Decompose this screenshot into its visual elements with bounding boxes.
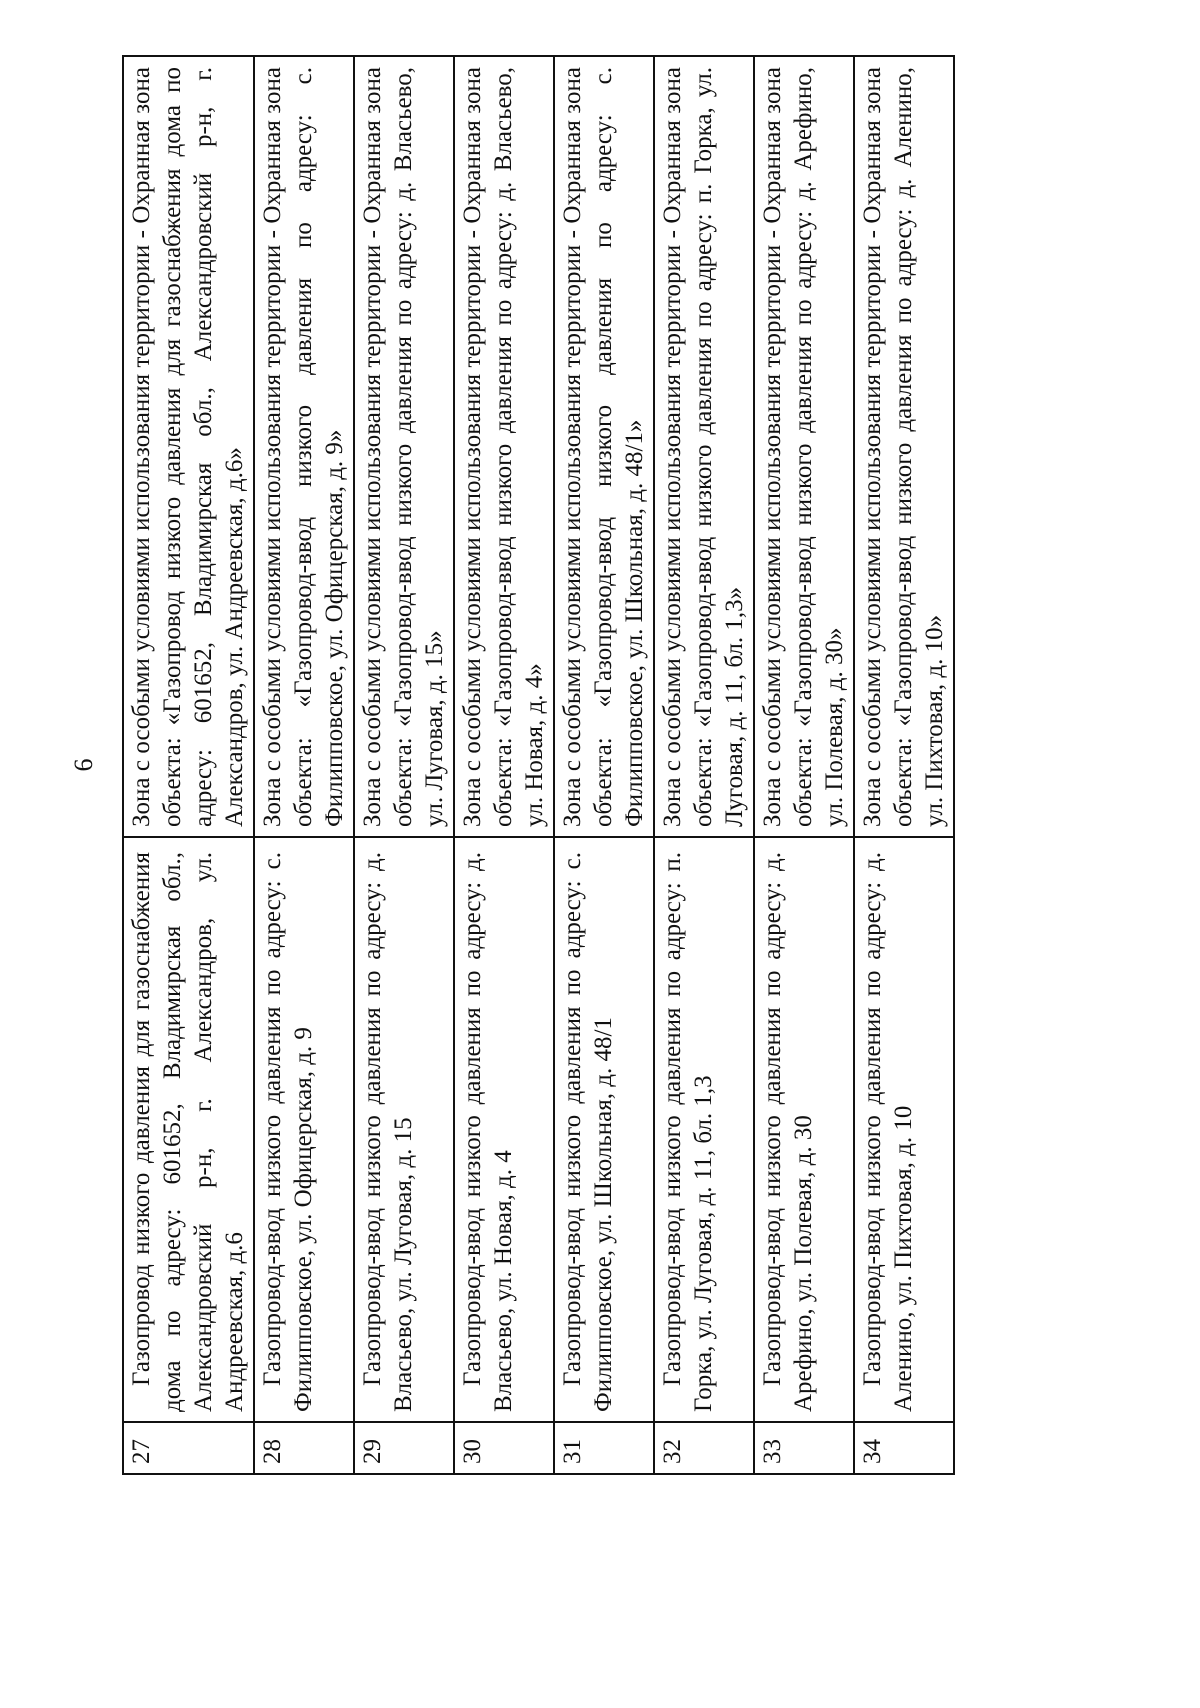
- row-number: 33: [754, 1422, 854, 1474]
- row-number: 29: [354, 1422, 454, 1474]
- object-name: Газопровод-ввод низкого давления по адресу: д. Арефино, ул. Полевая, д. 30: [754, 837, 854, 1422]
- object-name: Газопровод-ввод низкого давления по адресу: с. Филипповское, ул. Офицерская, д. 9: [254, 837, 354, 1422]
- table-row: [854, 56, 954, 1474]
- table-row: [123, 56, 254, 1474]
- rotated-page: [65, 55, 1065, 1475]
- table-row: [254, 56, 354, 1474]
- zone-description: Зона с особыми условиями использования территории - Охранная зона объекта: «Газопровод-ввод низкого давления по адресу: с. Филипповское, ул. Школьная, д. 48/1»: [554, 56, 654, 837]
- row-number: 28: [254, 1422, 354, 1474]
- row-number: 27: [123, 1422, 254, 1474]
- row-number: 32: [654, 1422, 754, 1474]
- object-name: Газопровод-ввод низкого давления по адресу: д. Власьево, ул. Новая, д. 4: [454, 837, 554, 1422]
- page-number: 6: [69, 758, 98, 772]
- object-name: Газопровод-ввод низкого давления по адресу: д. Власьево, ул. Луговая, д. 15: [354, 837, 454, 1422]
- zone-description: Зона с особыми условиями использования территории - Охранная зона объекта: «Газопровод-ввод низкого давления по адресу: д. Власьево, ул. Новая, д. 4»: [454, 56, 554, 837]
- object-name: Газопровод-ввод низкого давления по адресу: с. Филипповское, ул. Школьная, д. 48/1: [554, 837, 654, 1422]
- row-number: 30: [454, 1422, 554, 1474]
- zone-description: Зона с особыми условиями использования территории - Охранная зона объекта: «Газопровод-ввод низкого давления по адресу: д. Аленино, ул. Пихтовая, д. 10»: [854, 56, 954, 837]
- table-row: [654, 56, 754, 1474]
- zone-description: Зона с особыми условиями использования территории - Охранная зона объекта: «Газопровод-ввод низкого давления по адресу: д. Арефино, ул. Полевая, д. 30»: [754, 56, 854, 837]
- object-name: Газопровод-ввод низкого давления по адресу: д. Аленино, ул. Пихтовая, д. 10: [854, 837, 954, 1422]
- zone-description: Зона с особыми условиями использования территории - Охранная зона объекта: «Газопровод-ввод низкого давления по адресу: п. Горка, ул. Луговая, д. 11, бл. 1,3»: [654, 56, 754, 837]
- table-row: [554, 56, 654, 1474]
- zone-description: Зона с особыми условиями использования территории - Охранная зона объекта: «Газопровод-ввод низкого давления по адресу: д. Власьево, ул. Луговая, д. 15»: [354, 56, 454, 837]
- table-row: [454, 56, 554, 1474]
- zone-description: Зона с особыми условиями использования территории - Охранная зона объекта: «Газопровод низкого давления для газоснабжения дома по адресу: 601652, Владимирская обл., Александровский р-н, г. Александров, ул. Андреевская, д.6»: [123, 56, 254, 837]
- object-name: Газопровод низкого давления для газоснабжения дома по адресу: 601652, Владимирская обл., Александровский р-н, г. Александров, ул. Андреевская, д.6: [123, 837, 254, 1422]
- row-number: 34: [854, 1422, 954, 1474]
- zones-table: [122, 55, 955, 1475]
- object-name: Газопровод-ввод низкого давления по адресу: п. Горка, ул. Луговая, д. 11, бл. 1,3: [654, 837, 754, 1422]
- zone-description: Зона с особыми условиями использования территории - Охранная зона объекта: «Газопровод-ввод низкого давления по адресу: с. Филипповское, ул. Офицерская, д. 9»: [254, 56, 354, 837]
- row-number: 31: [554, 1422, 654, 1474]
- table-row: [354, 56, 454, 1474]
- table-row: [754, 56, 854, 1474]
